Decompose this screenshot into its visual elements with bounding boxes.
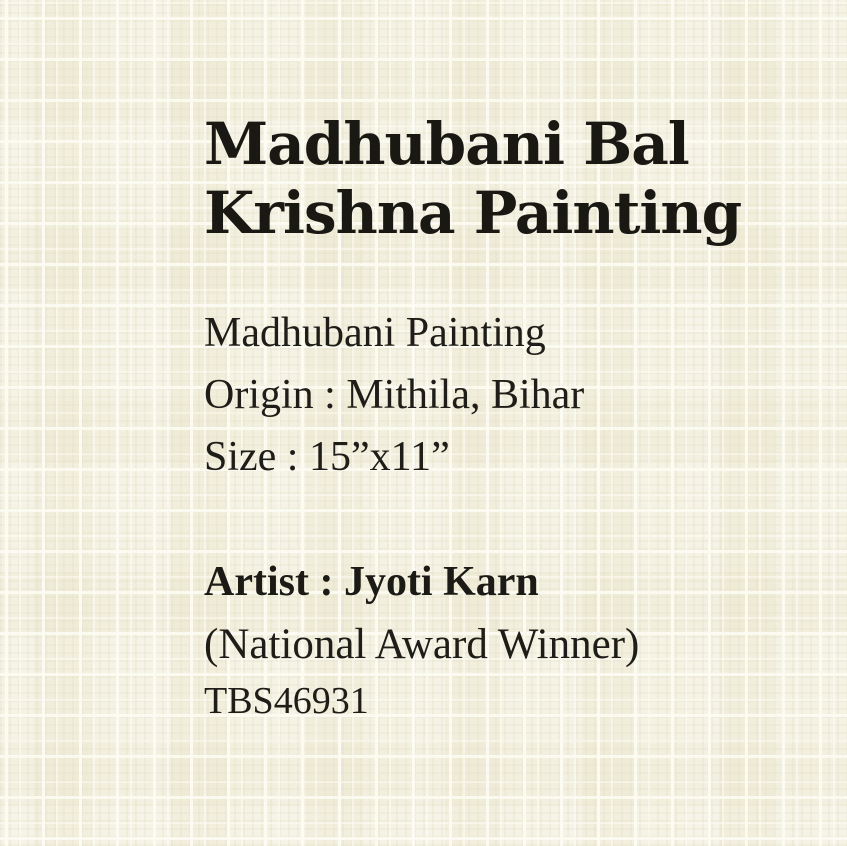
artist-award: (National Award Winner)	[204, 621, 640, 668]
product-title	[204, 110, 844, 248]
product-sku: TBS46931	[204, 680, 369, 722]
product-details	[204, 302, 844, 488]
detail-origin: Origin : Mithila, Bihar	[204, 372, 585, 418]
artist-name: Artist : Jyoti Karn	[204, 559, 539, 605]
product-title-line-2: Krishna Painting	[204, 179, 742, 247]
product-title-line-1: Madhubani Bal	[204, 110, 689, 178]
product-info-card	[204, 110, 844, 724]
detail-size: Size : 15”x11”	[204, 434, 450, 480]
detail-painting-type: Madhubani Painting	[204, 310, 546, 356]
